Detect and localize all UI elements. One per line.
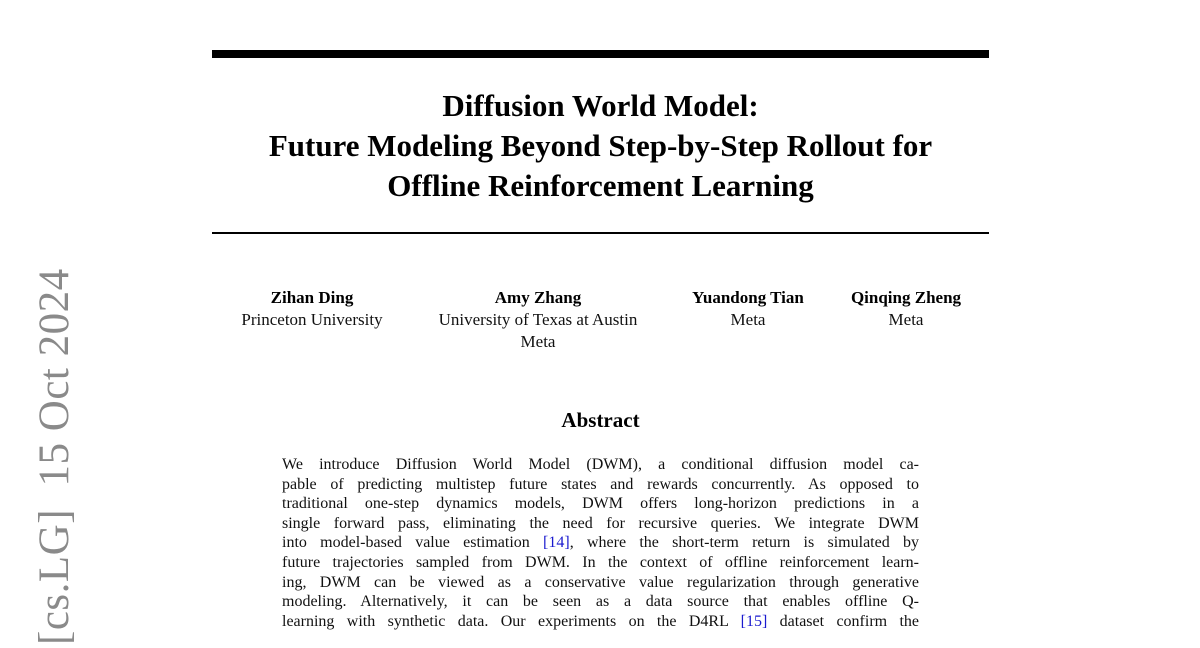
top-rule xyxy=(212,50,989,58)
arxiv-date: 15 Oct 2024 xyxy=(31,268,78,487)
title-line-3: Offline Reinforcement Learning xyxy=(387,168,814,203)
abstract-line: We introduce Diffusion World Model (DWM), a conditional diffusion model ca- xyxy=(282,456,919,473)
abstract-line xyxy=(282,533,919,553)
author-affiliation: Meta xyxy=(888,310,924,329)
author-block xyxy=(674,287,822,331)
abstract-text: into model-based value estimation xyxy=(282,534,544,552)
author-block xyxy=(418,287,658,353)
author-name: Yuandong Tian xyxy=(692,288,804,307)
arxiv-stamp xyxy=(31,268,79,645)
title-rule xyxy=(212,232,989,234)
author-affiliation: Princeton University xyxy=(241,310,383,329)
abstract-text: , where the short-term return is simulated by xyxy=(569,534,919,552)
author-name: Qinqing Zheng xyxy=(850,288,962,307)
author-affiliation: University of Texas at Austin xyxy=(438,310,638,329)
author-block xyxy=(212,287,412,331)
author-name: Amy Zhang xyxy=(494,288,582,307)
abstract-line: pable of predicting multistep future states and rewards concurrently. As opposed to xyxy=(282,475,919,493)
citation-link[interactable]: [15] xyxy=(740,612,768,630)
abstract-line: ing, DWM can be viewed as a conservative value regularization through generative xyxy=(282,573,919,591)
abstract-text: learning with synthetic data. Our experiments on the D4RL xyxy=(282,612,741,630)
title-line-2: Future Modeling Beyond Step-by-Step Rollout for xyxy=(268,128,933,163)
author-name: Zihan Ding xyxy=(270,288,354,307)
paper-title xyxy=(212,86,989,206)
author-affiliation: Meta xyxy=(730,310,766,329)
abstract-line: traditional one-step dynamics models, DWM offers long-horizon predictions in a xyxy=(282,495,919,513)
author-affiliation-secondary: Meta xyxy=(520,332,556,351)
arxiv-category: [cs.LG] xyxy=(31,508,78,645)
abstract-line: modeling. Alternatively, it can be seen as a data source that enables offline Q- xyxy=(282,593,919,611)
abstract-line: single forward pass, eliminating the need for recursive queries. We integrate DWM xyxy=(282,514,919,532)
abstract-body xyxy=(282,455,919,631)
citation-link[interactable]: [14] xyxy=(543,534,570,552)
abstract-line: future trajectories sampled from DWM. In the context of offline reinforcement learn- xyxy=(282,553,919,571)
abstract-text: dataset confirm the xyxy=(767,612,919,630)
author-block xyxy=(832,287,980,331)
abstract-line xyxy=(282,612,919,632)
title-line-1: Diffusion World Model: xyxy=(442,88,759,123)
abstract-heading: Abstract xyxy=(561,408,640,432)
